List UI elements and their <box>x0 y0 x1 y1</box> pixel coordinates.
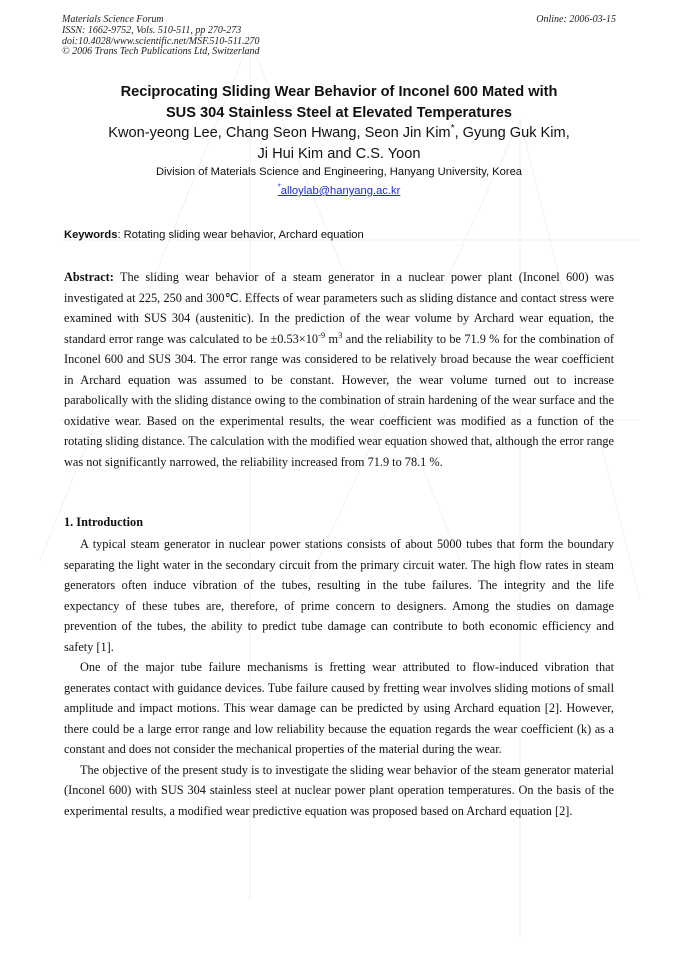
section-heading-introduction: 1. Introduction <box>64 515 144 529</box>
online-date: Online: 2006-03-15 <box>536 14 616 25</box>
email-line <box>40 184 638 199</box>
abstract-unit: m <box>325 331 339 346</box>
keywords-text: : Rotating sliding wear behavior, Archard equation <box>117 229 364 241</box>
copyright-line: © 2006 Trans Tech Publications Ltd, Switzerland <box>62 46 260 58</box>
author-list <box>40 123 638 164</box>
title-line-2: SUS 304 Stainless Steel at Elevated Temperatures <box>165 104 513 121</box>
keywords <box>64 228 614 243</box>
corresponding-mark: * <box>450 123 455 135</box>
paper-title <box>60 82 618 123</box>
keywords-label: Keywords <box>64 229 118 241</box>
authors-rest: , Gyung Guk Kim, <box>454 125 570 141</box>
authors-line-1 <box>40 123 638 144</box>
abstract-exponent-1: -9 <box>318 329 326 340</box>
journal-header <box>62 15 616 58</box>
intro-paragraph: A typical steam generator in nuclear power stations consists of about 5000 tubes that form the boundary separating the light water in the secondary circuit from the primary circuit water. The high flow rates in steam generators often induce vibration of the tubes, resulting in the tube failures. The integrity and the life expectancy of these tubes are, therefore, of prime concern to designers. Among the studies on damage prevention of the tubes, the ability to predict tube damage can contribute to both economic efficiency and safety [1]. <box>64 537 614 654</box>
doi-line: doi:10.4028/www.scientific.net/MSF.510-511.270 <box>62 35 260 47</box>
intro-paragraph: The objective of the present study is to investigate the sliding wear behavior of the steam generator material (Inconel 600) with SUS 304 stainless steel at nuclear power plant operation temperatures. On the basis of the experimental results, a modified wear predictive equation was proposed based on Archard equation [2]. <box>64 762 614 818</box>
intro-paragraph: One of the major tube failure mechanisms is fretting wear attributed to flow-induced vibration that generates contact with guidance devices. Tube failure caused by fretting wear involves sliding motions of small amplitude and impact motions. This wear damage can be predicted by using Archard equation [2]. However, there could be a large error range and low reliability because the equation regards the wear coefficient (k) as a constant and does not consider the mechanical properties of the material during the wear. <box>64 660 614 756</box>
affiliation: Division of Materials Science and Engineering, Hanyang University, Korea <box>155 166 523 178</box>
title-line-1: Reciprocating Sliding Wear Behavior of Inconel 600 Mated with <box>120 84 558 100</box>
abstract <box>64 267 614 472</box>
email-address: alloylab@hanyang.ac.kr <box>280 185 401 197</box>
email-mark: * <box>277 182 281 192</box>
authors-line-2: Ji Hui Kim and C.S. Yoon <box>257 145 421 162</box>
issn-line: ISSN: 1662-9752, Vols. 510-511, pp 270-273 <box>62 24 242 36</box>
abstract-part-1: The sliding wear behavior of a steam generator in a nuclear power plant (Inconel 600) was investigated at 225, 250 and 300℃. Effects of wear parameters such as sliding distance and contact stress were examined with SUS 304 (austenitic). In the prediction of the wear volume by Archard wear equation, the standard error range was calculated to be ±0.53×10 <box>64 270 614 346</box>
email-link[interactable] <box>277 182 401 197</box>
authors-first: Kwon-yeong Lee, Chang Seon Hwang, Seon Jin Kim <box>108 125 451 141</box>
introduction-body <box>64 534 614 821</box>
abstract-label: Abstract: <box>64 270 114 284</box>
journal-name: Materials Science Forum <box>62 14 164 25</box>
abstract-part-2: and the reliability to be 71.9 % for the combination of Inconel 600 and SUS 304. The error range was considered to be relatively broad because the wear coefficient in Archard equation was assumed to be constant. However, the wear volume turned out to increase parabolically with the sliding distance owing to the combination of strain hardening of the wear surface and the oxidative wear. Based on the experimental results, the wear coefficient was modified as a function of the rotating sliding distance. The calculation with the modified wear equation showed that, although the error range was not significantly narrowed, the reliability increased from 71.9 to 78.1 %. <box>64 331 614 469</box>
abstract-exponent-2: 3 <box>338 329 343 340</box>
